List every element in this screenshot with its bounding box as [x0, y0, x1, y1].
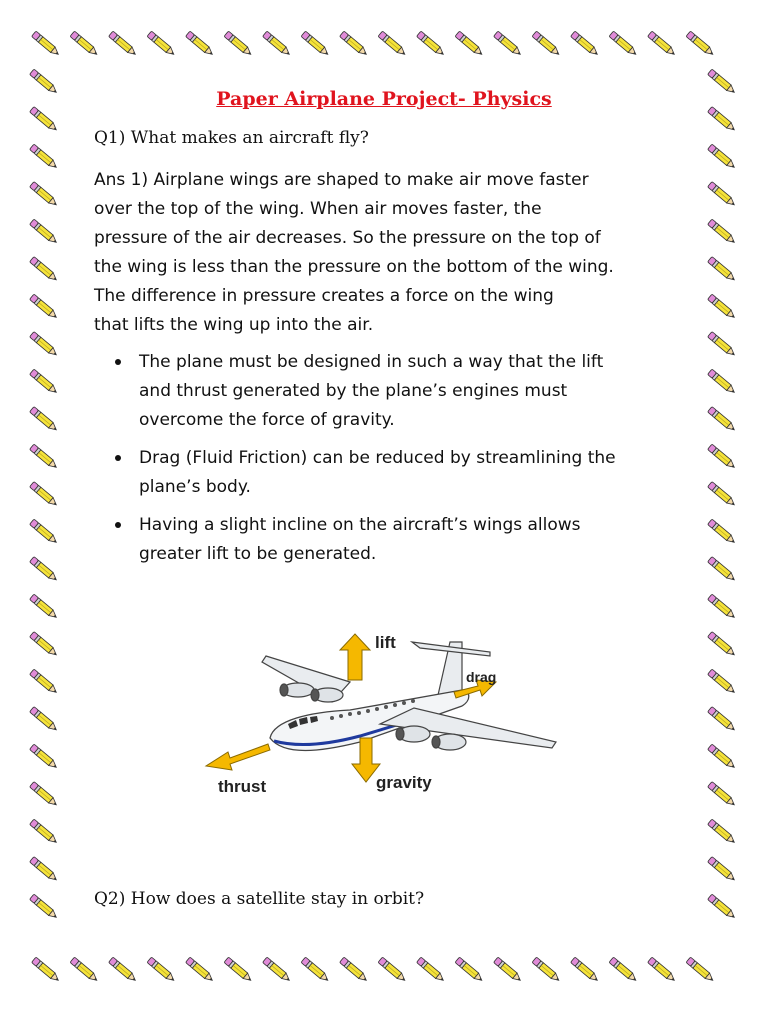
bullet-item: Having a slight incline on the aircraft’s wings allows greater lift to be generated. — [112, 511, 692, 569]
answer-line: Ans 1) Airplane wings are shaped to make air move faster — [94, 170, 589, 190]
thrust-label: thrust — [218, 777, 267, 796]
answer-line: the wing is less than the pressure on the bottom of the wing. — [94, 257, 614, 277]
answer-1 — [94, 166, 684, 340]
bullet-item: Drag (Fluid Friction) can be reduced by streamlining the plane’s body. — [112, 444, 692, 502]
answer-line: The difference in pressure creates a force on the wing — [94, 286, 554, 306]
lift-label: lift — [375, 633, 396, 652]
thrust-arrow — [206, 744, 270, 770]
drag-label: drag — [466, 669, 497, 685]
question-2: Q2) How does a satellite stay in orbit? — [94, 889, 425, 909]
answer-line: that lifts the wing up into the air. — [94, 315, 374, 335]
answer-line: over the top of the wing. When air moves faster, the — [94, 199, 542, 219]
gravity-label: gravity — [376, 773, 432, 792]
bullet-icon — [115, 359, 121, 365]
answer-line: pressure of the air decreases. So the pressure on the top of — [94, 228, 601, 248]
bullet-list — [112, 348, 692, 578]
airplane-forces-diagram — [200, 620, 580, 810]
question-1: Q1) What makes an aircraft fly? — [94, 128, 369, 148]
bullet-icon — [115, 522, 121, 528]
lift-arrow — [340, 634, 370, 680]
bullet-item: The plane must be designed in such a way that the lift and thrust generated by the plane’s engines must overcome the force of gravity. — [112, 348, 692, 435]
bullet-icon — [115, 455, 121, 461]
page-title: Paper Airplane Project- Physics — [216, 88, 552, 110]
